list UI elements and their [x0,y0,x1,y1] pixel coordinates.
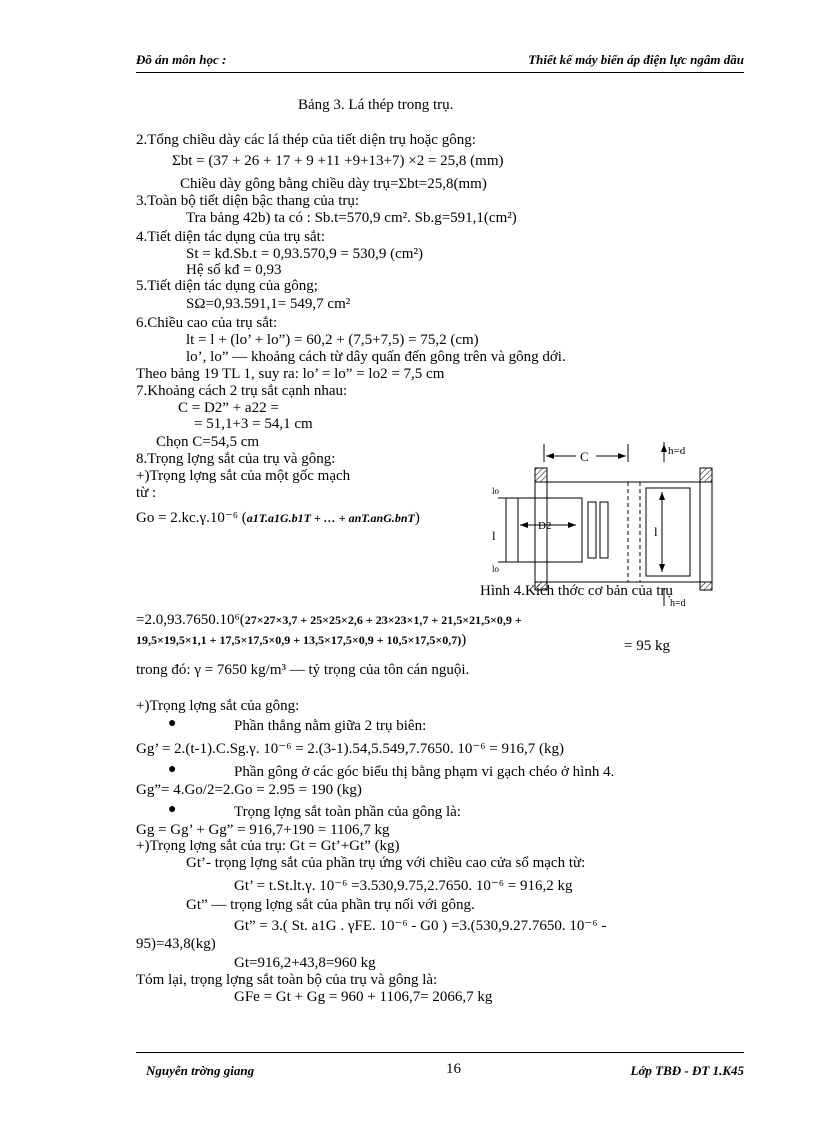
formula-gfe: GFe = Gt + Gg = 960 + 1106,7= 2066,7 kg [234,989,493,1005]
formula-gg1: Gg’ = 2.(t-1).C.Sg.γ. 10⁻⁶ = 2.(3-1).54,5.549,7.7650. 10⁻⁶ = 916,7 (kg) [136,741,564,757]
summary-text: Tóm lại, trọng lợng sắt toàn bộ của trụ và gông là: [136,972,438,988]
header-left: Đồ án môn học : [136,52,227,67]
section-6-heading: 6.Chiều cao của trụ sắt: [136,315,278,331]
formula-go-sum: a1T.a1G.b1T + … + anT.anG.bnT [246,511,415,525]
label-d2: D2 [538,520,552,532]
formula-area-table: Tra bảng 42b) ta có : Sb.t=570,9 cm². Sb.g=591,1(cm²) [186,210,517,226]
bullet-3: ● [168,802,177,817]
corner-weight-heading: +)Trọng lợng sắt của một gốc mạch [136,468,351,484]
calc-expr-1: 27×27×3,7 + 25×25×2,6 + 23×23×1,7 + 21,5×21,5×0,9 + [244,613,522,627]
corner-weight-heading-2: từ : [136,485,157,501]
section-5-heading: 5.Tiết diện tác dụng của gông; [136,278,318,294]
formula-go-prefix: Go = 2.kc.γ.10⁻⁶ ( [136,510,247,526]
section-8-heading: 8.Trọng lợng sắt của trụ và gông: [136,451,336,467]
formula-c-value: = 51,1+3 = 54,1 cm [194,416,313,432]
page-footer [136,1052,744,1078]
page-header [136,50,744,73]
header-right: Thiết kế máy biến áp điện lực ngâm dầu [528,52,744,67]
label-lo-bottom: lo [492,564,500,574]
formula-s-omega: SΩ=0,93.591,1= 549,7 cm² [186,296,351,312]
limb-weight-heading: +)Trọng lợng sắt của trụ: Gt = Gt’+Gt” (kg) [136,838,400,854]
footer-class: Lớp TBĐ - ĐT 1.K45 [630,1063,744,1078]
yoke-corner-part: Phần gông ở các góc biểu thị bằng phạm vi gạch chéo ở hình 4. [234,764,615,780]
label-c: C [580,449,589,464]
limb-joint-part: Gt” — trọng lợng sắt của phần trụ nối với gông. [186,897,475,913]
yoke-total-weight-text: Trọng lợng sắt toàn phần của gông là: [234,804,461,820]
calc-prefix: =2.0,93.7650.10⁶( [136,612,245,628]
label-l-left: l [492,528,496,543]
formula-gt-total: Gt=916,2+43,8=960 kg [234,955,376,971]
section-4-heading: 4.Tiết diện tác dụng của trụ sắt: [136,229,325,245]
yoke-weight-heading: +)Trọng lợng sắt của gông: [136,698,300,714]
formula-sum-bt: Σbt = (37 + 26 + 17 + 9 +11 +9+13+7) ×2 = 25,8 (mm) [172,153,504,169]
yoke-thickness: Chiều dày gông bằng chiều dày trụ=Σbt=25,8(mm) [180,176,487,192]
formula-go [136,510,420,527]
formula-gt2-cont: 95)=43,8(kg) [136,936,216,952]
calc-close: ) [461,632,467,648]
calc-line-1 [136,612,522,629]
label-hd-bottom: h=d [670,598,686,609]
formula-gg2: Gg”= 4.Go/2=2.Go = 2.95 = 190 (kg) [136,782,362,798]
bullet-2: ● [168,762,177,777]
section-3-heading: 3.Toàn bộ tiết diện bậc thang của trụ: [136,193,360,209]
formula-gt2: Gt” = 3.( St. a1G . γFE. 10⁻⁶ - G0 ) =3.(530,9.27.7650. 10⁻⁶ - [234,918,607,934]
formula-gt1: Gt’ = t.St.lt.γ. 10⁻⁶ =3.530,9.75,2.7650. 10⁻⁶ = 916,2 kg [234,878,573,894]
section-7-heading: 7.Khoảng cách 2 trụ sắt cạnh nhau: [136,383,348,399]
formula-go-close: ) [414,510,420,526]
section-2-heading: 2.Tổng chiều dày các lá thép của tiết diện trụ hoặc gông: [136,132,476,148]
calc-line-2 [136,632,466,649]
formula-gg-total: Gg = Gg’ + Gg” = 916,7+190 = 1106,7 kg [136,822,390,838]
formula-st: St = kđ.Sb.t = 0,93.570,9 = 530,9 (cm²) [186,246,423,262]
table-19-ref: Theo bảng 19 TL 1, suy ra: lo’ = lo” = lo2 = 7,5 cm [136,366,445,382]
calc-result: = 95 kg [624,638,670,654]
density-note: trong đó: γ = 7650 kg/m³ — tỷ trọng của tôn cán nguội. [136,662,470,678]
bullet-1: ● [168,716,177,731]
table-caption: Bảng 3. Lá thép trong trụ. [298,97,454,113]
limb-window-part: Gt’- trọng lợng sắt của phần trụ ứng với chiều cao cửa sổ mạch từ: [186,855,586,871]
yoke-straight-part: Phần thẳng nằm giữa 2 trụ biên: [234,718,427,734]
formula-lt: lt = l + (lo’ + lo”) = 60,2 + (7,5+7,5) = 75,2 (cm) [186,332,479,348]
lo-definition: lo’, lo” — khoảng cách từ dây quấn đến gông trên và gông dới. [186,349,566,365]
label-hd-top: h=d [668,445,686,457]
calc-expr-2: 19,5×19,5×1,1 + 17,5×17,5×0,9 + 13,5×17,5×0,9 + 10,5×17,5×0,7) [136,633,462,647]
coef-kd: Hệ số kđ = 0,93 [186,262,282,278]
label-lo-top: lo [492,486,500,496]
chosen-c: Chọn C=54,5 cm [156,434,260,450]
figure-4-caption: Hình 4.Kích thớc cơ bản của trụ [480,583,673,599]
label-l-right: l [654,524,658,539]
footer-author: Nguyễn trờng giang [146,1063,255,1078]
formula-c: C = D2” + a22 = [178,400,279,416]
page-number: 16 [446,1061,461,1077]
